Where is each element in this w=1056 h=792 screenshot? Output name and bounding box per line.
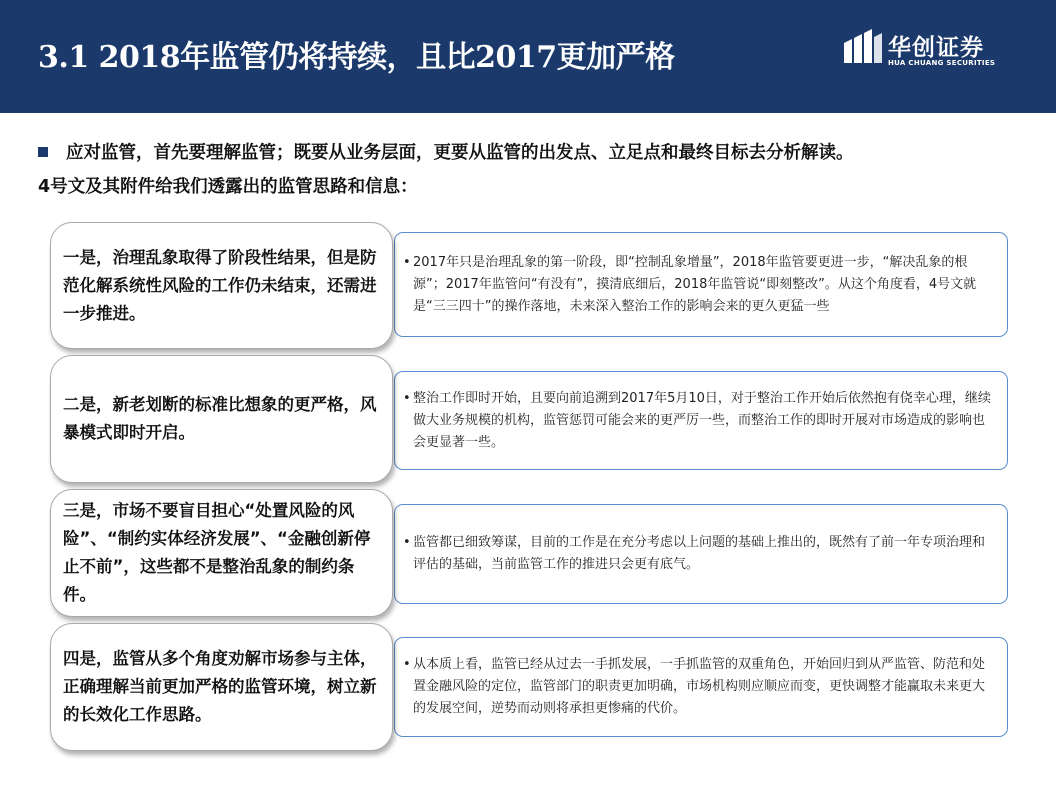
title-bar [0,0,1056,113]
point-3-detail-box [394,504,1008,604]
logo-mark-icon [842,29,884,65]
company-logo [842,29,1002,73]
intro-line-2: 4号文及其附件给我们透露出的监管思路和信息： [38,177,418,197]
point-2-heading: 二是，新老划断的标准比想象的更严格，风暴模式即时开启。 [63,395,377,442]
point-1-heading: 一是，治理乱象取得了阶段性结果，但是防范化解系统性风险的工作仍未结束，还需进一步推进。 [63,247,377,323]
logo-chinese-name: 华创证券 [888,35,984,61]
point-4-heading-box [50,623,393,751]
point-1-detail: • 2017年只是治理乱象的第一阶段，即“控制乱象增量”，2018年监管要更进一步，“解决乱象的根源”；2017年监管问“有没有”，摸清底细后，2018年监管说“即刻整改”。从这个角度看，4号文就是“三三四十”的操作落地，未来深入整治工作的影响会来的更久更猛一些 [413,252,997,318]
point-4-detail: • 从本质上看，监管已经从过去一手抓发展，一手抓监管的双重角色，开始回归到从严监管、防范和处置金融风险的定位，监管部门的职责更加明确，市场机构则应顺应而变，更快调整才能赢取未来更大的发展空间，逆势而动则将承担更惨痛的代价。 [413,654,997,720]
point-4-heading: 四是，监管从多个角度劝解市场参与主体，正确理解当前更加严格的监管环境，树立新的长效化工作思路。 [63,649,377,724]
point-3-heading-box [50,489,393,617]
point-2-heading-box [50,355,393,483]
point-2-detail: • 整治工作即时开始，且要向前追溯到2017年5月10日，对于整治工作开始后依然抱有侥幸心理，继续做大业务规模的机构，监管惩罚可能会来的更严厉一些，而整治工作的即时开展对市场造成的影响也会更显著一些。 [413,388,997,454]
point-1-heading-box [50,222,393,349]
intro-line-1: 应对监管，首先要理解监管；既要从业务层面，更要从监管的出发点、立足点和最终目标去分析解读。 [66,143,854,163]
point-3-detail: • 监管都已细致筹谋，目前的工作是在充分考虑以上问题的基础上推出的，既然有了前一年专项治理和评估的基础，当前监管工作的推进只会更有底气。 [413,532,997,576]
point-3-heading: 三是，市场不要盲目担心“处置风险的风险”、“制约实体经济发展”、“金融创新停止不前”，这些都不是整治乱象的制约条件。 [63,501,371,604]
point-2-detail-box [394,371,1008,470]
logo-english-name: HUA CHUANG SECURITIES [888,59,996,67]
point-4-detail-box [394,637,1008,737]
square-bullet-icon [38,147,48,157]
intro-text [38,136,1038,204]
slide-title: 3.1 2018年监管仍将持续，且比2017更加严格 [38,40,675,75]
point-1-detail-box [394,232,1008,337]
